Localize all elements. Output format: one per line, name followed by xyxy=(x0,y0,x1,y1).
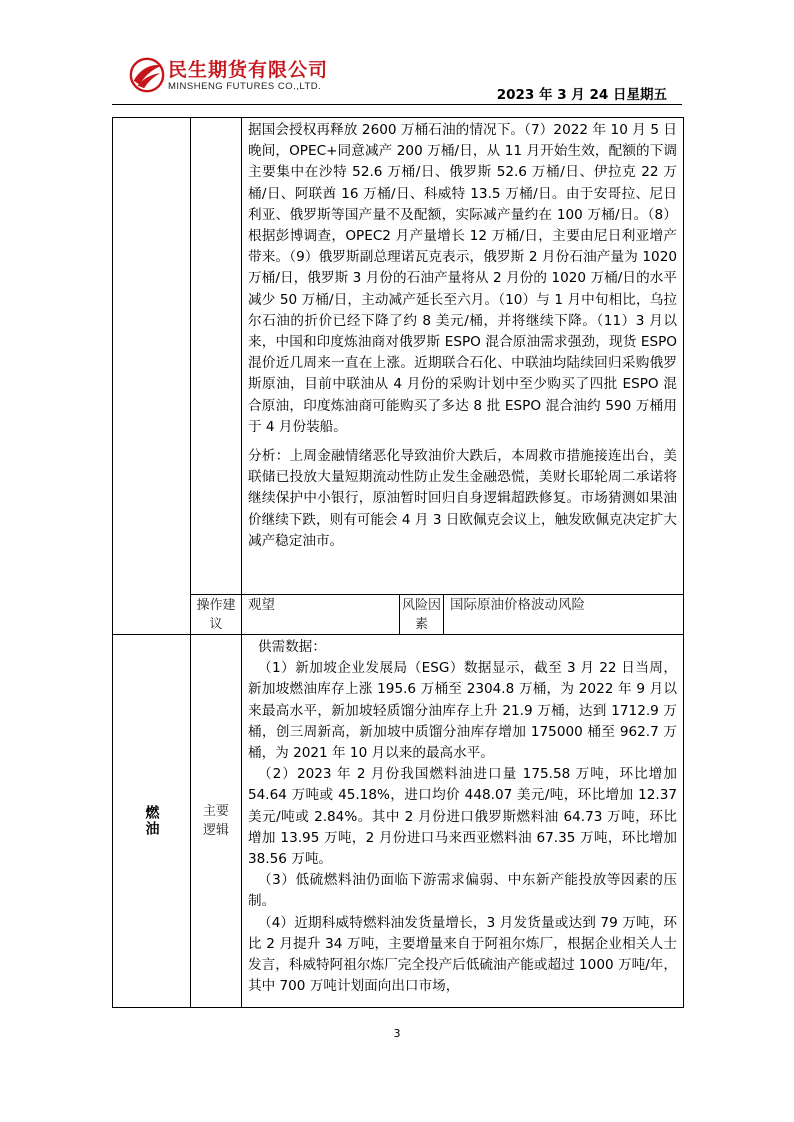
fuel-category-cell xyxy=(113,635,191,1008)
fuel-paragraph: （1）新加坡企业发展局（ESG）数据显示，截至 3 月 22 日当周，新加坡燃油库存上涨 195.6 万桶至 2304.8 万桶，为 2022 年 9 月以来最高水平，新加坡轻质馏分油库存上升 21.9 万桶，达到 1712.9 万桶，创三周新高，新加坡中质馏分油库存增加 175000 桶至 962.7 万桶，为 2021 年 10 月以来的最高水平。 xyxy=(248,660,678,762)
crude-paragraph: 据国会授权再释放 2600 万桶石油的情况下。（7）2022 年 10 月 5 日晚间，OPEC+同意减产 200 万桶/日，从 11 月开始生效，配额的下调主要集中在沙特 52.6 万桶/日、俄罗斯 52.6 万桶/日、伊拉克 22 万桶/日、阿联酋 16 万桶/日、科威特 13.5 万桶/日。由于安哥拉、尼日利亚、俄罗斯等国产量不及配额，实际减产量约在 100 万桶/日。（8）根据彭博调查，OPEC2 月产量增长 12 万桶/日，主要由尼日利亚增产带来。（9）俄罗斯副总理诺瓦克表示，俄罗斯 2 月份石油产量为 1020 万桶/日，俄罗斯 3 月份的石油产量将从 2 月份的 1020 万桶/日的水平减少 50 万桶/日，主动减产延长至六月。（10）与 1 月中旬相比，乌拉尔石油的折价已经下降了约 8 美元/桶，并将继续下降。（11）3 月以来，中国和印度炼油商对俄罗斯 ESPO 混合原油需求强劲，现货 ESPO 混价近几周来一直在上涨。近期联合石化、中联油均陆续回归采购俄罗斯原油，目前中联油从 4 月份的采购计划中至少购买了四批 ESPO 混合原油，印度炼油商可能购买了多达 8 批 ESPO 混合油约 590 万桶用于 4 月份装船。 xyxy=(248,122,678,435)
fuel-paragraph: （2）2023 年 2 月份我国燃料油进口量 175.58 万吨，环比增加 54.64 万吨或 45.18%，进口均价 448.07 美元/吨，环比增加 12.37 美元/吨或 2.84%。其中 2 月份进口俄罗斯燃料油 64.73 万吨，环比增加 13.95 万吨，2 月份进口马来西亚燃料油 67.35 万吨，环比增加 38.56 万吨。 xyxy=(248,766,678,868)
crude-analysis-paragraph: 分析：上周金融情绪恶化导致油价大跌后，本周救市措施接连出台，美联储已投放大量短期流动性防止发生金融恐慌，美财长耶轮周二承诺将继续保护中小银行，原油暂时回归自身逻辑超跌修复。市场猜测如果油价继续下跌，则有可能会 4 月 3 日欧佩克会议上，触发欧佩克决定扩大减产稳定油市。 xyxy=(248,448,678,549)
op-value: 观望 xyxy=(248,597,275,613)
header-divider xyxy=(112,104,682,105)
risk-label-cell xyxy=(400,595,444,635)
op-value-cell xyxy=(242,595,400,635)
op-label: 操作建议 xyxy=(196,598,236,632)
company-name-cn: 民生期货有限公司 xyxy=(168,59,329,81)
company-name-en: MINSHENG FUTURES CO.,LTD. xyxy=(168,81,322,92)
fuel-content-row xyxy=(113,635,684,1008)
risk-label: 风险因素 xyxy=(401,598,441,632)
crude-advice-row xyxy=(113,595,684,635)
risk-value-cell xyxy=(444,595,684,635)
fuel-paragraph: 供需数据： xyxy=(258,639,326,655)
fuel-content-cell xyxy=(242,635,684,1008)
fuel-logic-label: 主要逻辑 xyxy=(202,804,229,838)
fuel-logic-label-cell xyxy=(191,635,242,1008)
fuel-category-label: 燃油 xyxy=(143,805,160,837)
crude-content-row xyxy=(113,118,684,595)
op-label-cell xyxy=(191,595,242,635)
company-logo xyxy=(128,54,368,100)
crude-logic-label-cell xyxy=(191,118,242,595)
risk-value: 国际原油价格波动风险 xyxy=(450,597,585,613)
fuel-paragraph: （4）近期科威特燃料油发货量增长，3 月发货量或达到 79 万吨，环比 2 月提升 34 万吨，主要增量来自于阿祖尔炼厂，根据企业相关人士发言，科威特阿祖尔炼厂完全投产后低硫油产能或超过 1000 万吨/年，其中 700 万吨计划面向出口市场， xyxy=(248,914,678,995)
crude-content-cell xyxy=(242,118,684,595)
report-date: 2023 年 3 月 24 日星期五 xyxy=(496,87,667,103)
crude-category-cell xyxy=(113,118,191,635)
page-number: 3 xyxy=(393,1027,401,1040)
company-logo-icon xyxy=(128,56,166,94)
fuel-paragraph: （3）低硫燃料油仍面临下游需求偏弱、中东新产能投放等因素的压制。 xyxy=(248,872,678,910)
report-table xyxy=(112,117,684,1008)
